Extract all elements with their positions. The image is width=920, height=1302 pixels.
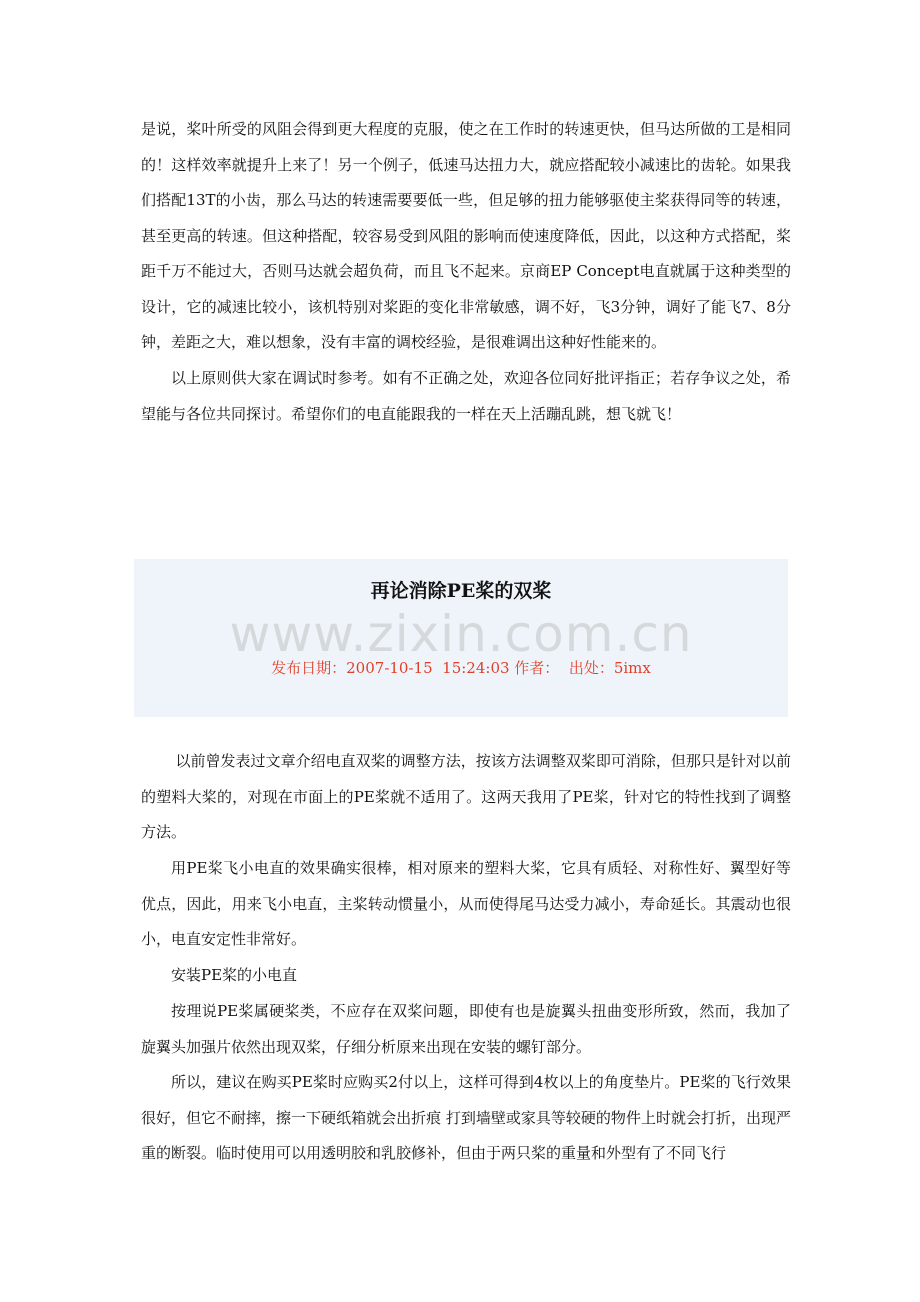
watermark: www.zixin.com.cn	[229, 605, 693, 663]
paragraph-intro: 以前曾发表过文章介绍电直双桨的调整方法，按该方法调整双桨即可消除，但那只是针对以前的塑料大桨的，对现在市面上的PE桨就不适用了。这两天我用了PE桨，针对它的特性找到了调整方法。	[141, 752, 791, 841]
paragraph-closing: 以上原则供大家在调试时参考。如有不正确之处，欢迎各位同好批评指正；若存争议之处，希望能与各位共同探讨。希望你们的电直能跟我的一样在天上活蹦乱跳，想飞就飞！	[141, 369, 791, 423]
paragraph-advantages: 用PE桨飞小电直的效果确实很棒，相对原来的塑料大桨，它具有质轻、对称性好、翼型好等优点，因此，用来飞小电直，主桨转动惯量小，从而使得尾马达受力减小，寿命延长。其震动也很小，电直安定性非常好。	[141, 859, 791, 948]
paragraph-analysis: 按理说PE桨属硬桨类，不应存在双桨问题，即使有也是旋翼头扭曲变形所致，然而，我加了旋翼头加强片依然出现双桨，仔细分析原来出现在安装的螺钉部分。	[141, 1002, 791, 1056]
article-header	[134, 559, 788, 717]
article-meta: 发布日期：2007-10-15 15:24:03 作者： 出处：5imx	[271, 659, 651, 677]
paragraph-continuation: 是说，桨叶所受的风阻会得到更大程度的克服，使之在工作时的转速更快，但马达所做的工是相同的！这样效率就提升上来了！另一个例子，低速马达扭力大，就应搭配较小减速比的齿轮。如果我们搭配13T的小齿，那么马达的转速需要要低一些，但足够的扭力能够驱使主桨获得同等的转速，甚至更高的转速。但这种搭配，较容易受到风阻的影响而使速度降低，因此，以这种方式搭配，桨距千万不能过大，否则马达就会超负荷，而且飞不起来。京商EP Concept电直就属于这种类型的设计，它的减速比较小，该机特别对桨距的变化非常敏感，调不好，飞3分钟，调好了能飞7、8分钟，差距之大，难以想象，没有丰富的调校经验，是很难调出这种好性能来的。	[141, 120, 791, 351]
paragraph-advice: 所以，建议在购买PE桨时应购买2付以上，这样可得到4枚以上的角度垫片。PE桨的飞行效果很好，但它不耐摔，擦一下硬纸箱就会出折痕 打到墙壁或家具等较硬的物件上时就会打折，出现严重的断裂。临时使用可以用透明胶和乳胶修补，但由于两只桨的重量和外型有了不同飞行	[141, 1073, 791, 1162]
article-title: 再论消除PE桨的双桨	[370, 580, 552, 602]
paragraph-subheading: 安装PE桨的小电直	[171, 966, 298, 984]
